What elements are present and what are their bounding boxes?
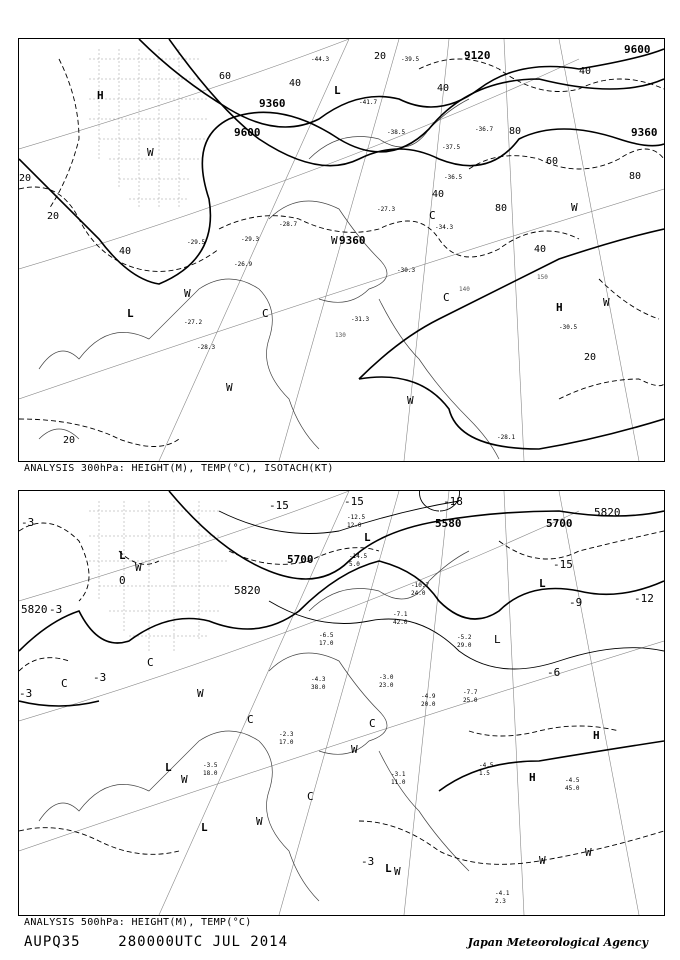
- svg-text:-3.0: -3.0: [379, 674, 394, 681]
- center-label: H: [529, 771, 536, 784]
- svg-text:1.5: 1.5: [479, 770, 490, 777]
- isotach-label: 40: [289, 78, 302, 89]
- center-label: L: [539, 577, 546, 590]
- svg-text:23.0: 23.0: [379, 682, 394, 689]
- isotach-label: 20: [584, 352, 597, 363]
- station-temp: -39.5: [401, 56, 420, 63]
- station-plot: [379, 674, 394, 689]
- height-label: 5700: [287, 553, 314, 566]
- station-plot: [421, 693, 436, 708]
- center-label: L: [119, 549, 126, 562]
- station-temp: -27.2: [184, 319, 203, 326]
- center-label: C: [147, 656, 154, 669]
- station-plot: [479, 762, 494, 777]
- isotach-labels: [19, 51, 641, 446]
- center-label: W: [256, 815, 263, 828]
- isotach-label: 80: [495, 203, 508, 214]
- station-temp: -37.5: [442, 144, 461, 151]
- temp-contour-label: -3: [93, 671, 107, 684]
- center-label: L: [201, 821, 208, 834]
- temp-contour-label: -9: [569, 596, 583, 609]
- center-label: H: [556, 301, 563, 314]
- center-label: H: [97, 89, 104, 102]
- center-label: W: [331, 234, 338, 247]
- height-label: 5820: [234, 584, 261, 597]
- chart-500hpa-map: [19, 491, 664, 915]
- isotach-label: 80: [629, 171, 642, 182]
- height-label: 5820: [594, 506, 621, 519]
- coastline: [39, 551, 469, 901]
- height-label: 9600: [624, 43, 651, 56]
- isotach-contours: [19, 59, 664, 447]
- temp-contour-label: -12: [634, 592, 654, 605]
- isotach-label: 40: [119, 246, 132, 257]
- svg-text:17.0: 17.0: [319, 640, 334, 647]
- agency-name: Japan Meteorological Agency: [467, 936, 648, 949]
- center-label: W: [407, 394, 414, 407]
- svg-text:20.0: 20.0: [421, 701, 436, 708]
- height-label: 9600: [234, 126, 261, 139]
- chart-300hpa: [18, 38, 665, 462]
- height-label: 5700: [546, 517, 573, 530]
- center-label: W: [585, 846, 592, 859]
- center-label: C: [247, 713, 254, 726]
- svg-text:11.0: 11.0: [391, 779, 406, 786]
- center-label: C: [443, 291, 450, 304]
- lon-labels: [335, 274, 548, 339]
- svg-text:-12.5: -12.5: [347, 514, 366, 521]
- station-temp: -38.5: [387, 129, 406, 136]
- isotach-label: 20: [47, 211, 60, 222]
- svg-text:42.0: 42.0: [393, 619, 408, 626]
- station-temp: -30.5: [559, 324, 578, 331]
- station-temp: -27.3: [377, 206, 396, 213]
- svg-text:-4.9: -4.9: [421, 693, 436, 700]
- station-plot: [311, 676, 326, 691]
- caption-500hpa: ANALYSIS 500hPa: HEIGHT(M), TEMP(°C): [24, 917, 252, 928]
- isotach-label: 20: [374, 51, 387, 62]
- svg-text:-4.5: -4.5: [565, 777, 580, 784]
- svg-text:-3.5: -3.5: [203, 762, 218, 769]
- isotach-label: 20: [19, 173, 32, 184]
- temp-contour-label: -3: [21, 516, 35, 529]
- station-temp: -36.5: [444, 174, 463, 181]
- height-label: 9360: [259, 97, 286, 110]
- chart-300hpa-map: [19, 39, 664, 461]
- center-label: W: [226, 381, 233, 394]
- lon-label: 140: [459, 286, 470, 293]
- station-plot: [565, 777, 580, 792]
- center-label: W: [351, 743, 358, 756]
- center-label: H: [593, 729, 600, 742]
- station-temp: -26.9: [234, 261, 253, 268]
- station-plots: [203, 514, 583, 905]
- station-plot: [347, 514, 365, 529]
- svg-text:38.0: 38.0: [311, 684, 326, 691]
- center-label: W: [539, 854, 546, 867]
- isotach-label: 40: [437, 83, 450, 94]
- station-temp: -44.3: [311, 56, 330, 63]
- svg-text:25.0: 25.0: [463, 697, 478, 704]
- caption-300hpa: ANALYSIS 300hPa: HEIGHT(M), TEMP(°C), ISOTACH(KT): [24, 463, 334, 474]
- hatched-region: [89, 49, 209, 209]
- temp-contour-label: -15: [553, 558, 573, 571]
- station-temp: -34.3: [435, 224, 454, 231]
- temperature-values: [184, 56, 577, 441]
- height-label: 5580: [435, 517, 462, 530]
- station-plot: [495, 890, 510, 905]
- svg-text:-5.2: -5.2: [457, 634, 472, 641]
- height-label: 9120: [464, 49, 491, 62]
- station-temp: -41.7: [359, 99, 378, 106]
- center-label: C: [61, 677, 68, 690]
- pressure-centers: [61, 531, 600, 878]
- svg-text:18.0: 18.0: [203, 770, 218, 777]
- center-label: W: [184, 287, 191, 300]
- isotach-label: 80: [509, 126, 522, 137]
- temp-contour-label: -18: [443, 495, 463, 508]
- station-temp: -31.3: [351, 316, 370, 323]
- center-label: W: [571, 201, 578, 214]
- station-temp: -28.3: [197, 344, 216, 351]
- svg-text:12.0: 12.0: [347, 522, 362, 529]
- center-label: L: [494, 633, 501, 646]
- product-code: AUPQ35: [24, 934, 81, 950]
- valid-time: 280000UTC JUL 2014: [118, 934, 289, 950]
- center-label: C: [307, 790, 314, 803]
- center-label: L: [127, 307, 134, 320]
- center-label: L: [385, 862, 392, 875]
- center-label: W: [394, 865, 401, 878]
- station-plot: [457, 634, 472, 649]
- hatched-region: [89, 501, 229, 651]
- svg-text:-14.5: -14.5: [349, 553, 368, 560]
- station-plot: [411, 582, 429, 597]
- graticule: [19, 39, 664, 461]
- isotach-label: 40: [432, 189, 445, 200]
- svg-text:-7.7: -7.7: [463, 689, 478, 696]
- lon-label: 130: [335, 332, 346, 339]
- height-label: 9360: [339, 234, 366, 247]
- center-label: W: [147, 146, 154, 159]
- graticule: [19, 491, 664, 915]
- station-temp: -36.7: [475, 126, 494, 133]
- lon-label: 150: [537, 274, 548, 281]
- station-plot: [391, 771, 406, 786]
- svg-text:-4.1: -4.1: [495, 890, 510, 897]
- temperature-contour-labels: [19, 495, 654, 868]
- center-label: C: [369, 717, 376, 730]
- svg-text:45.0: 45.0: [565, 785, 580, 792]
- station-temp: -28.1: [497, 434, 516, 441]
- center-label: C: [429, 209, 436, 222]
- coastline: [39, 99, 499, 459]
- station-temp: -30.3: [397, 267, 416, 274]
- temp-contour-label: -3: [19, 687, 33, 700]
- svg-text:-4.5: -4.5: [479, 762, 494, 769]
- height-label: 5820: [21, 603, 48, 616]
- isotach-label: 40: [534, 244, 547, 255]
- svg-text:-4.3: -4.3: [311, 676, 326, 683]
- center-label: C: [262, 307, 269, 320]
- svg-text:17.0: 17.0: [279, 739, 294, 746]
- svg-text:29.0: 29.0: [457, 642, 472, 649]
- station-temp: -29.3: [241, 236, 260, 243]
- svg-text:-7.1: -7.1: [393, 611, 408, 618]
- isotach-label: 20: [63, 435, 76, 446]
- svg-text:-6.5: -6.5: [319, 632, 334, 639]
- center-label: L: [334, 84, 341, 97]
- height-label: 9360: [631, 126, 658, 139]
- temp-contour-label: -15: [269, 499, 289, 512]
- svg-text:-2.3: -2.3: [279, 731, 294, 738]
- svg-text:-3.1: -3.1: [391, 771, 406, 778]
- chart-500hpa: [18, 490, 665, 916]
- station-plot: [393, 611, 408, 626]
- svg-text:5.0: 5.0: [349, 561, 360, 568]
- station-plot: [463, 689, 478, 704]
- svg-text:2.3: 2.3: [495, 898, 506, 905]
- station-temp: -29.5: [187, 239, 206, 246]
- center-label: W: [181, 773, 188, 786]
- station-plot: [203, 762, 218, 777]
- isotach-label: 60: [219, 71, 232, 82]
- svg-text:-10.7: -10.7: [411, 582, 430, 589]
- center-label: W: [197, 687, 204, 700]
- isotach-label: 40: [579, 66, 592, 77]
- temp-contour-label: 0: [119, 574, 126, 587]
- station-plot: [319, 632, 334, 647]
- center-label: W: [603, 296, 610, 309]
- station-temp: -28.7: [279, 221, 298, 228]
- temp-contour-label: -15: [344, 495, 364, 508]
- center-label: L: [364, 531, 371, 544]
- temp-contour-label: -3: [49, 603, 63, 616]
- station-plot: [279, 731, 294, 746]
- isotach-label: 60: [546, 156, 559, 167]
- temp-contour-label: -6: [547, 666, 561, 679]
- temp-contour-label: -3: [361, 855, 375, 868]
- center-label: W: [135, 561, 142, 574]
- product-header: [24, 934, 288, 950]
- center-label: L: [165, 761, 172, 774]
- svg-text:24.0: 24.0: [411, 590, 426, 597]
